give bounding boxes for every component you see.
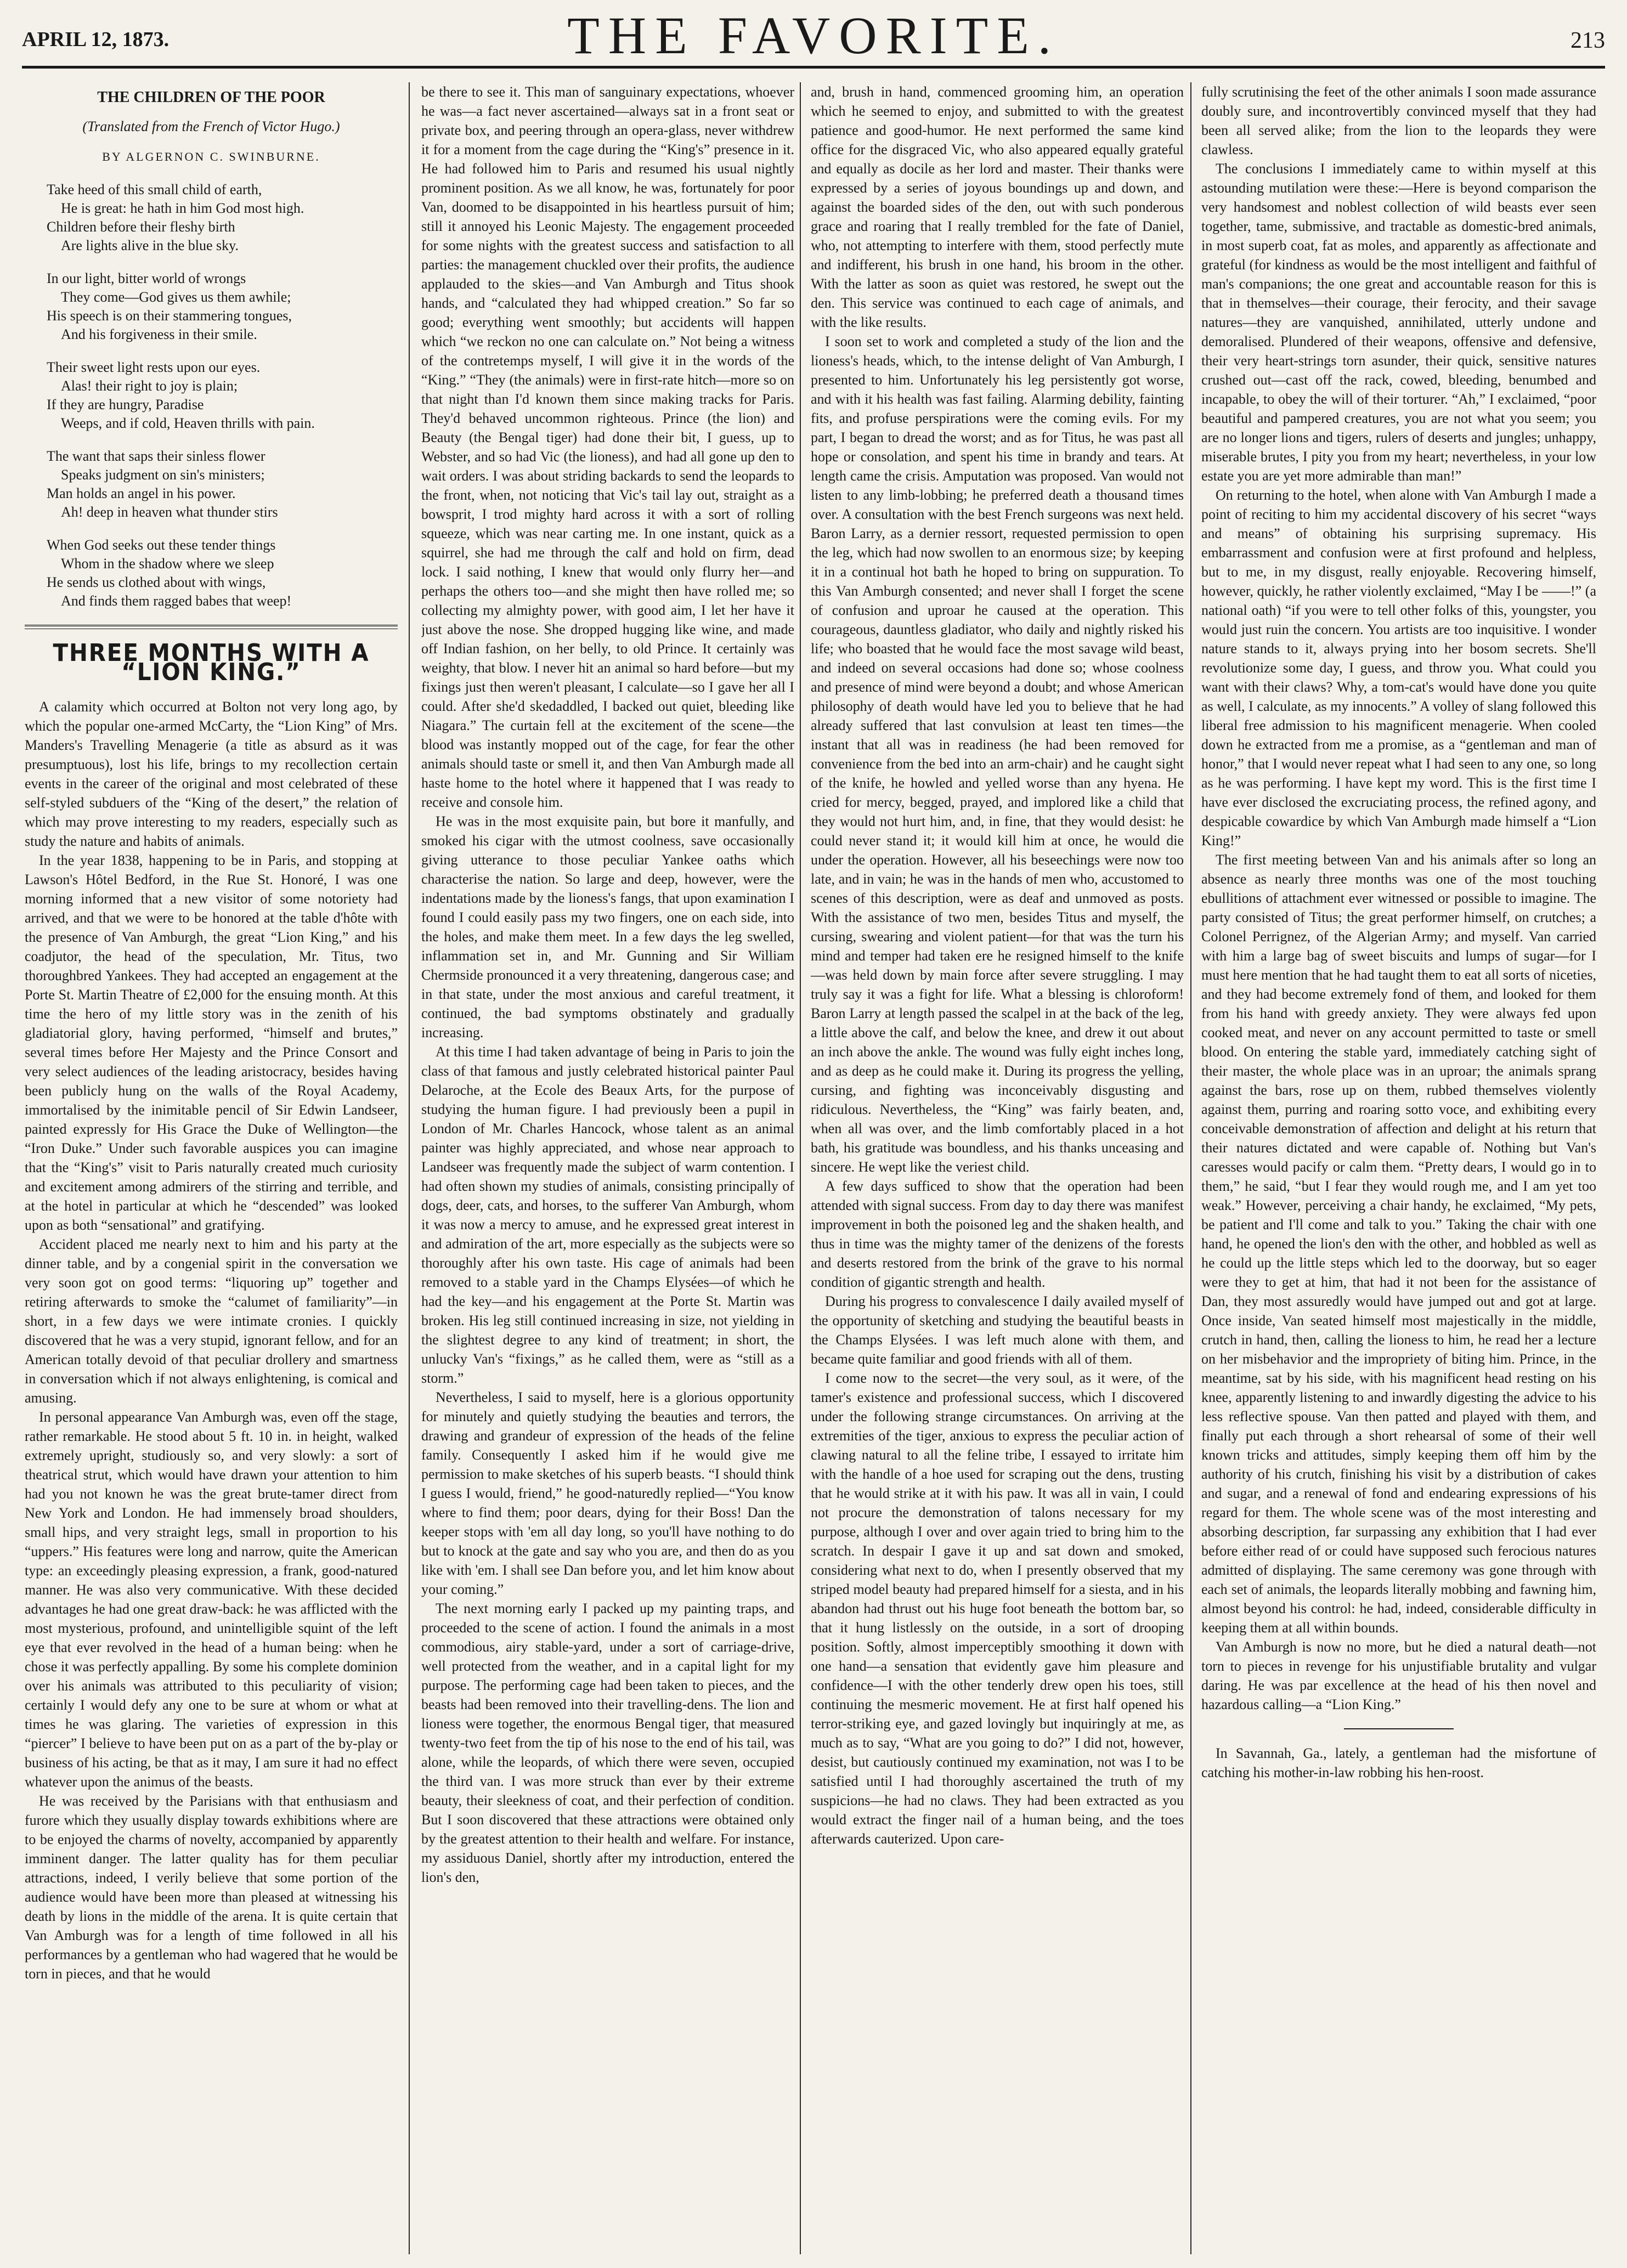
poem-stanza — [47, 269, 398, 344]
poem-line: Speaks judgment on sin's ministers; — [61, 467, 265, 483]
article-paragraph: A few days sufficed to show that the operation had been attended with signal success. From day to day there was manifest improvement in both the poisoned leg and the shaken health, and thus in time was the mighty tamer of the denizens of the forests and deserts restored from the brink of the grave to his normal condition of gigantic strength and health. — [811, 1178, 1184, 1290]
article-paragraph: and, brush in hand, commenced grooming him, an operation which he seemed to enjoy, and submitted to with the greatest patience and good-humor. He next performed the same kind office for the disgraced Vic, who also appeared equally grateful and equally as docile as her lord and master. Their thanks were expressed by a series of joyous boundings up and down, and against the boarded sides of the den, out with such ponderous grace and roaring that I really trembled for the fate of Daniel, who, not attempting to interfere with them, stood perfectly mute and indifferent, his brush in one hand, his broom in the other. With the latter as soon as quiet was restored, he swept out the den. This service was continued to each cage of animals, and with the like results. — [811, 84, 1184, 330]
article-paragraph: In personal appearance Van Amburgh was, even off the stage, rather remarkable. He stood about 5 ft. 10 in. in height, walked extremely upright, studiously so, and very slowly: a sort of theatrical strut, which would have drawn your attention to him had you not known he was the great brute-tamer direct from New York and London. He had immensely broad shoulders, small hips, and very straight legs, small in proportion to his “uppers.” His features were long and narrow, quite the American type: an exceedingly pleasing expression, a frank, good-natured manner. He was also very communicative. With these decided advantages he had one great draw-back: he was afflicted with the most mysterious, profound, and unintelligible squint of the left eye that ever revolved in the head of a human being: when he chose it was perfectly appalling. By some his complete dominion over his animals was attributed to this peculiarity of vision; certainly I would defy any one to be sure at whom or what at times he was glaring. The varieties of expression in this “piercer” I believe to have been put on as a part of the by-play or business of his acting, be that as it may, I am sure it had no effect whatever upon the animus of the beasts. — [25, 1409, 398, 1790]
article-paragraph: Nevertheless, I said to myself, here is a glorious opportunity for minutely and quietly studying the beauties and terrors, the drawing and grandeur of expression of the heads of the feline family. Consequently I asked him if he would give me permission to make sketches of his superb beasts. “I should think I guess I would, friend,” he good-naturedly replied—“You know where to find them; poor dears, dying for their Boss! Dan the keeper stops with 'em all day long, so you'll have nothing to do but to knock at the gate and say who you are, and then do as you like with 'em. I shall see Dan before you, and let him know about your coming.” — [421, 1389, 794, 1597]
poem-stanza — [47, 447, 398, 522]
article-paragraph: Van Amburgh is now no more, but he died a natural death—not torn to pieces in revenge for his unjustifiable brutality and vulgar daring. He was par excellence at the head of his then novel and hazardous calling—a “Lion King.” — [1201, 1639, 1596, 1712]
issue-date: APRIL 12, 1873. — [22, 28, 170, 51]
poem-line: Whom in the shadow where we sleep — [61, 556, 274, 572]
poem-author: BY ALGERNON C. SWINBURNE. — [102, 150, 320, 163]
article-paragraph: On returning to the hotel, when alone with Van Amburgh I made a point of reciting to him my accidental discovery of his secret “ways and means” of obtaining his surprising supremacy. His embarrassment and confusion were at first profound and helpless, but to me, in my disgust, really enjoyable. Recovering himself, however, quickly, he rather violently exclaimed, “May I be ——!” (a national oath) “if you were to tell other folks of this, youngster, you would just ruin the concern. You artists are too inquisitive. I wonder nature stands to it, always prying into her bosom secrets. She'll revolutionize some day, I guess, and throw you. What could you want with their claws? Why, a tom-cat's would have done you quite as well, I calculate, as my innocents.” A volley of slang followed this liberal free admission to his magnificent menagerie. When cooled down he extracted from me a promise, as a “gentleman and man of honor,” that I would never repeat what I had seen to any one, so long as he was performing. I have kept my word. This is the first time I have ever disclosed the excruciating process, the refined agony, and despicable cowardice by which Van Amburgh made himself a “Lion King!” — [1201, 487, 1596, 849]
section-divider — [25, 625, 398, 629]
column-rule — [1190, 82, 1191, 2254]
poem-line: When God seeks out these tender things — [47, 537, 276, 553]
column-3 — [811, 82, 1184, 2254]
poem-line: Ah! deep in heaven what thunder stirs — [61, 504, 278, 520]
article-paragraph: During his progress to convalescence I daily availed myself of the opportunity of sketching and studying the beautiful beasts in the Champs Elysées. I was left much alone with them, and became quite familiar and good friends with all of them. — [811, 1293, 1184, 1367]
poem-line: The want that saps their sinless flower — [47, 448, 265, 464]
news-item: In Savannah, Ga., lately, a gentleman had the misfortune of catching his mother-in-law robbing his hen-roost. — [1201, 1745, 1596, 1780]
poem-stanza — [47, 536, 398, 610]
article-paragraph: He was received by the Parisians with that enthusiasm and furore which they usually display towards exhibitions where are to be enjoyed the charms of novelty, accompanied by apparently imminent danger. The latter quality has for them peculiar attractions, indeed, I verily believe that some portion of the audience would have been more than pleased at witnessing his death by lions in the middle of the arena. It is quite certain that Van Amburgh was for a length of time followed in all his performances by a gentleman who had wagered that he would be torn in pieces, and that he would — [25, 1793, 398, 1982]
poem-line: Children before their fleshy birth — [47, 219, 235, 235]
poem-line: If they are hungry, Paradise — [47, 397, 204, 412]
poem-line: Take heed of this small child of earth, — [47, 182, 262, 197]
column-rule — [409, 82, 410, 2254]
article-end-rule — [1344, 1728, 1454, 1729]
article-paragraph: At this time I had taken advantage of being in Paris to join the class of that famous and justly celebrated historical painter Paul Delaroche, at the Ecole des Beaux Arts, for the purpose of studying the human figure. I had previously been a pupil in London of Mr. Charles Hancock, whose talent as an animal painter was highly appreciated, and whose near approach to Landseer was frequently made the subject of warm contention. I had often shown my studies of animals, consisting principally of dogs, deer, cats, and horses, to the sufferer Van Amburgh, whom it was now a mercy to amuse, and he expressed great interest in and admiration of the art, more especially as the subjects were so thoroughly after his own taste. His cage of animals had been removed to a stable yard in the Champs Elysées—of which he had the key—and his engagement at the Porte St. Martin was broken. His leg still continued increasing in size, not yielding in the slightest degree to any kind of treatment; in short, the unlucky Van's “fixings,” as he called them, were as “still as a storm.” — [421, 1044, 794, 1386]
poem-line: And finds them ragged babes that weep! — [61, 593, 292, 609]
poem-stanza — [47, 180, 398, 255]
article-paragraph: A calamity which occurred at Bolton not very long ago, by which the popular one-armed McCarty, the “Lion King” of Mrs. Manders's Travelling Menagerie (a title as absurd as it was presumptuous), lost his life, brings to my recollection certain events in the career of the original and most celebrated of these self-styled subduers of the “King of the desert,” the relation of which may prove interesting to my readers, especially such as study the nature and habits of animals. — [25, 699, 398, 849]
page-number: 213 — [1570, 28, 1605, 53]
poem-stanza — [47, 358, 398, 433]
poem-line: Man holds an angel in his power. — [47, 485, 236, 501]
poem-title: THE CHILDREN OF THE POOR — [97, 89, 325, 106]
poem-body — [25, 180, 398, 610]
article-paragraph: be there to see it. This man of sanguinary expectations, whoever he was—a fact never ascertained—always sat in a front seat or private box, and peering through an opera-glass, never withdrew it for a moment from the cage during the “King's” presence in it. He had followed him to Paris and resumed his usual nightly prominent position. As we all know, he was, fortunately for poor Van, doomed to be disappointed in his heartless pursuit of him; still it annoyed his Leonic Majesty. The engagement proceeded for some nights with the greatest success and satisfaction to all parties: the management chuckled over their profits, the audience applauded to the skies—and Van Amburgh and Titus shook hands, and “calculated they had whipped creation.” So far so good; everything went smoothly; but accidents will happen which “we reckon no one can calculate on.” Not being a witness of the contretemps myself, I will give it in the words of the “King.” “They (the animals) were in first-rate hitch—more so on that night than I'd known them since making tracks for Paris. They'd behaved uncommon righteous. Prince (the lion) and Beauty (the Bengal tiger) had done their bit, I guess, up to Webster, and so had Vic (the lioness), and had all gone up den to wait orders. I was about striding backards to send the leopards to the front, when, not noticing that Vic's tail lay out, straight as a bowsprit, I trod mighty hard across it with a sort of rolling squeeze, which was near carting me. In one instant, quick as a squirrel, she had me through the calf and hold on firm, dead lock. I said nothing, I knew that would only flurry her—and perhaps the others too—and she might then have rolled me; so collecting my almighty power, with good aim, I let her have it just above the nose. She dropped hugging like wine, and made off Indian fashion, on her belly, to old Prince. It certainly was weighty, that blow. I never hit an animal so hard before—but my fixings just then weren't pleasant, I calculate—so I gave her all I could. After she'd skedaddled, I backed out quiet, bleeding like Niagara.” The curtain fell at the excitement of the scene—the blood was instantly mopped out of the cage, for fear the other animals should taste or smell it, and then Van Amburgh made all haste home to the hotel where it happened that I was ready to receive and console him. — [421, 84, 794, 810]
article-paragraph: In the year 1838, happening to be in Paris, and stopping at Lawson's Hôtel Bedford, in the Rue St. Honoré, I was one morning informed that a new visitor of some notoriety had arrived, and that we were to be honored at the table d'hôte with the presence of Van Amburgh, the great “Lion King,” and his coadjutor, the head of the speculation, Mr. Titus, two thoroughbred Yankees. They had accepted an engagement at the Porte St. Martin Theatre of £2,000 for the ensuing month. At this time the hero of my little story was in the zenith of his gladiatorial glory, having performed, “himself and brutes,” several times before Her Majesty and the Prince Consort and very select audiences of the leading aristocracy, besides having been publicly hung on the walls of the Royal Academy, immortalised by the inimitable pencil of Sir Edwin Landseer, painted expressly for His Grace the Duke of Wellington—the “Iron Duke.” Under such favorable auspices you can imagine that the “King's” visit to Paris naturally created much curiosity and excitement among admirers of the stirring and terrible, and at the hotel in particular at which he “descended” was looked upon as both “sensational” and gratifying. — [25, 852, 398, 1233]
poem-line: Are lights alive in the blue sky. — [61, 237, 239, 253]
article-paragraph: Accident placed me nearly next to him and his party at the dinner table, and by a congenial spirit in the conversation we very soon got on good terms: “liquoring up” together and retiring afterwards to smoke the “calumet of familiarity”—in short, in a few days we were intimate cronies. I quickly discovered that he was a very stupid, ignorant fellow, and for an American totally devoid of that peculiar drollery and smartness in conversation which if not always enlightening, is comical and amusing. — [25, 1236, 398, 1406]
article-paragraph: He was in the most exquisite pain, but bore it manfully, and smoked his cigar with the utmost coolness, save occasionally giving utterance to those peculiar Yankee oaths which characterise the nation. So large and deep, however, were the indentations made by the lioness's fangs, that upon examination I found I could easily pass my two fingers, one on each side, into the holes, and make them meet. In a few days the leg swelled, inflammation set in, and Mr. Gunning and Sir William Chermside pronounced it a very threatening, dangerous case; and in that state, under the most anxious and careful treatment, it continued, the bad symptoms obstinately and gradually increasing. — [421, 813, 794, 1040]
article-paragraph: The next morning early I packed up my painting traps, and proceeded to the scene of action. I found the animals in a most commodious, airy stable-yard, under a sort of carriage-drive, well protected from the weather, and in a capital light for my purpose. The performing cage had been taken to pieces, and the beasts had been removed into their travelling-dens. The lion and lioness were together, the enormous Bengal tiger, that measured twenty-two feet from the tip of his nose to the end of his tail, was alone, while the leopards, of which there were seven, occupied the third van. I was more struck than ever by their extreme beauty, their sleekness of coat, and their perfection of condition. But I soon discovered that these attractions were obtained only by the greatest attention to their health and welfare. For instance, my assiduous Daniel, shortly after my introduction, entered the lion's den, — [421, 1600, 794, 1885]
poem-line: They come—God gives us them awhile; — [61, 289, 291, 305]
column-2 — [421, 82, 794, 2254]
poem-line: In our light, bitter world of wrongs — [47, 270, 246, 286]
poem-subtitle: (Translated from the French of Victor Hugo.) — [82, 118, 340, 134]
article-paragraph: I soon set to work and completed a study of the lion and the lioness's heads, which, to the intense delight of Van Amburgh, I presented to him. Unfortunately his leg persistently got worse, and with it his health was fast failing. Alarming debility, fainting fits, and profuse perspirations were the coming evils. For my part, I began to dread the worst; and as for Titus, he was past all hope or consolation, and spent his time in brandy and tears. At length came the crisis. Amputation was proposed. Van would not listen to any limb-lobbing; he preferred death a thousand times over. A consultation with the best French surgeons was next held. Baron Larry, as a dernier ressort, requested permission to open the leg, which had now swollen to an enormous size; by keeping it in a continual hot bath he hoped to bring on suppuration. To this Van Amburgh consented; and never shall I forget the scene of confusion and uproar he caused at the operation. This courageous, dauntless gladiator, who daily and nightly risked his life; who boasted that he would face the most savage wild beast, and indeed on several occasions had done so; whose coolness and presence of mind were beyond a doubt; and whose American philosophy of death would have led you to believe that he had already suffered that last convulsion at least ten times—the instant that all was in readiness (he had been removed for convenience from the bed into an arm-chair) and he caught sight of the knife, he howled and yelled worse than any hyena. He cried for mercy, begged, prayed, and implored like a child that they would not hurt him, and, in fine, that they would desist: he could never stand it; it would kill him at once, he would die under the operation. However, all his beseechings were now too late, and in vain; he was in the hands of men who, accustomed to scenes of this description, were as deaf and unmoved as posts. With the assistance of two men, besides Titus and myself, the cursing, swearing and violent patient—for that was the turn his mind and temper had taken ere he resigned himself to the knife—was held down by main force after severe struggling. I may truly say it was a fight for life. What a blessing is chloroform! Baron Larry at length passed the scalpel in at the back of the leg, a little above the calf, and below the knee, and drew it out about an inch above the ankle. The wound was fully eight inches long, and as deep as he could make it. During its progress the yelling, cursing, and fighting was inconceivably disgusting and ridiculous. Nevertheless, the “King” was fairly beaten, and, when all was over, and the limb comfortably placed in a hot bath, his gratitude was boundless, and his thanks unceasing and sincere. He wept like the veriest child. — [811, 333, 1184, 1175]
article-paragraph: fully scrutinising the feet of the other animals I soon made assurance doubly sure, and incontrovertibly convinced myself that they had been all served alike; from the lion to the leopards they were clawless. — [1201, 84, 1596, 157]
poem-line: And his forgiveness in their smile. — [61, 326, 257, 342]
poem-line: Weeps, and if cold, Heaven thrills with pain. — [61, 415, 315, 431]
article-paragraph: The first meeting between Van and his animals after so long an absence as nearly three months was one of the most touching ebullitions of attachment ever witnessed or possible to imagine. The party consisted of Titus; the great performer himself, on crutches; a Colonel Perrignez, of the Algerian Army; and myself. Van carried with him a large bag of sweet biscuits and lumps of sugar—for I must here mention that he had taught them to eat all sorts of niceties, and they had become extremely fond of them, and looked for them from his hand with greedy anxiety. They were always fed upon cooked meat, and never on any account permitted to taste or smell blood. On entering the stable yard, immediately catching sight of their master, the whole place was in an uproar; the animals sprang against the bars, rose up on them, rubbed themselves violently against them, purring and roaring sotto voce, and exhibiting every conceivable demonstration of affection and delight at his return that their natures dictated and were capable of. Nothing but Van's caresses would pacify or calm them. “Pretty dears, I would go in to them,” he said, “but I fear they would rough me, and I am yet too weak.” However, perceiving a chair handy, he exclaimed, “My pets, be patient and I'll come and talk to you.” Taking the chair with one hand, he opened the lion's den with the other, and hobbled as well as he could up the little steps which led to the doorway, but so eager were they to get at him, that had it not been for the assistance of Dan, they most assuredly would have jumped out and got at large. Once inside, Van seated himself most majestically in the middle, crutch in hand, then, calling the lioness to him, he read her a lecture on her misbehavior and the impropriety of biting him. Prince, in the meantime, sat by his side, with his magnificent head resting on his knee, apparently listening to and inwardly digesting the advice to his less reflective spouse. Van then patted and played with them, and finally put each through a short rehearsal of some of their well known tricks and attitudes, simply keeping them off him by the authority of his crutch, finishing his visit by a distribution of cakes and sugar, and a renewal of fond and endearing expressions of his regard for them. The whole scene was of the most interesting and absorbing description, far surpassing any exhibition that I had ever before either read of or could have supposed such ferocious natures admitted of displaying. The same ceremony was gone through with each set of animals, the leopards literally mobbing and fawning him, almost beyond his control: he had, indeed, considerable difficulty in keeping them at all within bounds. — [1201, 852, 1596, 1636]
column-rule — [800, 82, 801, 2254]
article-headline: THREE MONTHS WITH A “LION KING.” — [53, 639, 370, 686]
article-paragraph: The conclusions I immediately came to within myself at this astounding mutilation were these:—Here is beyond comparison the very handsomest and noblest collection of wild beasts ever seen together, tame, submissive, and tractable as domestic-bred animals, in most superb coat, fat as moles, and apparently as affectionate and grateful (for kindness as would be the most intelligent and faithful of man's companions; the one great and accountable reason for this is that in themselves—their courage, their ferocity, and their savage natures—they are vanquished, annihilated, utterly undone and demoralised. Plundered of their weapons, offensive and defensive, their very heart-strings torn asunder, their quick, sensitive natures crushed out—cast off the rack, cowed, bleeding, benumbed and incapable, to obey the will of their torturer. “Ah,” I exclaimed, “poor beautiful and pampered creatures, you are not what you seem; you are no longer lions and tigers, rulers of deserts and jungles; unhappy, miserable brutes, I pity you from my heart; nevertheless, in your low estate you are yet more admirable than man!” — [1201, 161, 1596, 484]
poem-line: Their sweet light rests upon our eyes. — [47, 359, 261, 375]
article-paragraph: I come now to the secret—the very soul, as it were, of the tamer's existence and professional success, which I discovered under the following strange circumstances. On arriving at the extremities of the tiger, anxious to express the peculiar action of clawing natural to all the feline tribe, I essayed to irritate him with the handle of a hoe used for scraping out the dens, trusting that he would strike at it with his paw. It was all in vain, I could not procure the demonstration of talons necessary for my purpose, although I over and over again tried to bring him to the scratch. In despair I gave it up and sat down and smoked, considering what next to do, when I presently observed that my striped model beauty had prepared himself for a siesta, and in his abandon had thrust out his huge foot beneath the bottom bar, so that it hung listlessly on the outside, in a sort of drooping position. Softly, almost imperceptibly smoothing it down with one hand—a sensation that evidently gave him pleasure and confidence—I with the other tenderly drew open his toes, still continuing the mesmeric movement. He at first half opened his terror-striking eye, and gazed lovingly but inquiringly at me, as much as to say, “What are you going to do?” I did not, however, desist, but cautiously continued my examination, not was I to be satisfied until I had thoroughly ascertained the truth of my suspicions—he had no claws. They had been extracted as you would extract the finger nail of a human being, and the toes afterwards cauterized. Upon care- — [811, 1370, 1184, 1847]
column-4 — [1201, 82, 1596, 2254]
poem-line: He sends us clothed about with wings, — [47, 574, 266, 590]
poem-line: Alas! their right to joy is plain; — [61, 378, 238, 394]
poem-line: His speech is on their stammering tongues, — [47, 308, 292, 324]
newspaper-title: THE FAVORITE. — [567, 6, 1060, 65]
column-1 — [25, 82, 398, 2254]
masthead — [22, 5, 1605, 69]
poem-line: He is great: he hath in him God most high. — [61, 200, 304, 216]
